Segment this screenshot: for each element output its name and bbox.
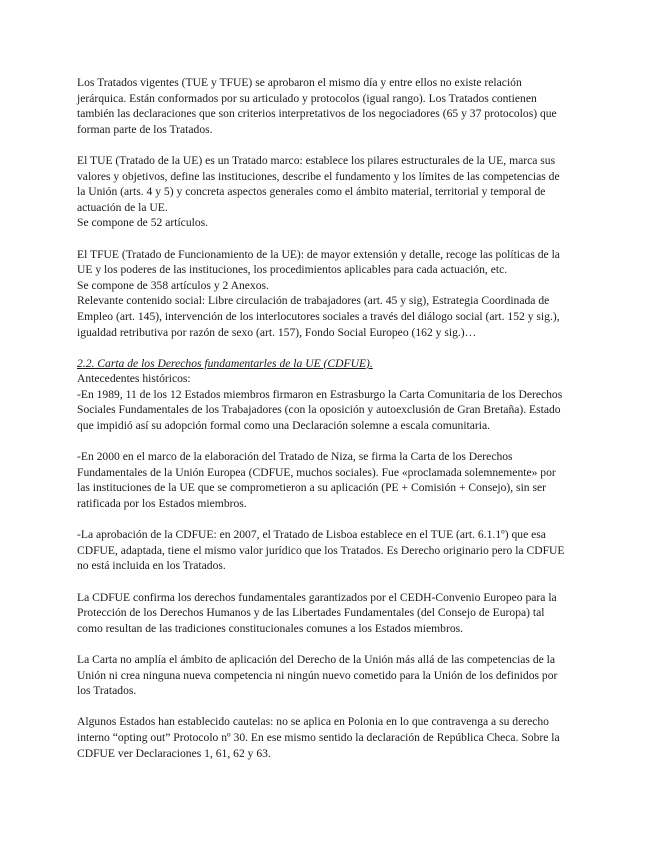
paragraph-ambito-carta xyxy=(77,652,577,699)
text-line: Unión ni crea ninguna nueva competencia ni ningún nuevo cometido para la Unión de los definidos por xyxy=(77,668,558,682)
document-body xyxy=(77,75,577,761)
paragraph-tfue xyxy=(77,247,577,341)
text-line: -En 1989, 11 de los 12 Estados miembros firmaron en Estrasburgo la Carta Comunitaria de los Derechos xyxy=(77,387,563,401)
text-line: Antecedentes históricos: xyxy=(77,372,191,386)
text-line: CDFUE, adaptada, tiene el mismo valor jurídico que los Tratados. Es Derecho originario pero la CDFUE xyxy=(77,543,565,557)
section-cdfue xyxy=(77,356,577,434)
text-line: la Unión (arts. 4 y 5) y concreta aspectos generales como el ámbito material, territorial y temporal de xyxy=(77,185,546,199)
paragraph-aprobacion-cdfue xyxy=(77,527,577,574)
text-line: CDFUE ver Declaraciones 1, 61, 62 y 63. xyxy=(77,746,271,760)
text-line: -La aprobación de la CDFUE: en 2007, el Tratado de Lisboa establece en el TUE (art. 6.1.1º) que esa xyxy=(77,528,546,542)
text-line: Fundamentales de la Unión Europea (CDFUE, muchos sociales). Fue «proclamada solemnemente» por xyxy=(77,465,556,479)
text-line: Relevante contenido social: Libre circulación de trabajadores (art. 45 y sig), Estrategia Coordinada de xyxy=(77,294,550,308)
text-line: La Carta no amplía el ámbito de aplicación del Derecho de la Unión más allá de las competencias de la xyxy=(77,652,556,666)
text-line: valores y objetivos, define las instituciones, describe el fundamento y los límites de las competencias de xyxy=(77,169,560,183)
text-line: no está incluida en los Tratados. xyxy=(77,559,226,573)
text-line: UE y los poderes de las instituciones, los procedimientos aplicables para cada actuación, etc. xyxy=(77,263,508,277)
text-line: Los Tratados vigentes (TUE y TFUE) se aprobaron el mismo día y entre ellos no existe relación xyxy=(77,76,522,89)
section-heading: 2.2. Carta de los Derechos fundamentarles de la UE (CDFUE). xyxy=(77,356,373,370)
text-line: como resultan de las tradiciones constitucionales comunes a los Estados miembros. xyxy=(77,621,464,635)
text-line: El TUE (Tratado de la UE) es un Tratado marco: establece los pilares estructurales de la UE, marca sus xyxy=(77,153,556,167)
text-line: jerárquica. Están conformados por su articulado y protocolos (igual rango). Los Tratados contienen xyxy=(77,91,537,105)
text-line: ratificada por los Estados miembros. xyxy=(77,497,247,511)
text-line: La CDFUE confirma los derechos fundamentales garantizados por el CEDH-Convenio Europeo para la xyxy=(77,590,557,604)
text-line: forman parte de los Tratados. xyxy=(77,122,213,136)
text-line: igualdad retributiva por razón de sexo (art. 157), Fondo Social Europeo (162 y sig.)… xyxy=(77,325,477,339)
paragraph-cautelas xyxy=(77,714,577,761)
text-line: las instituciones de la UE que se comprometieron a su aplicación (PE + Comisión + Consejo), sin ser xyxy=(77,481,547,495)
paragraph-cedh xyxy=(77,590,577,637)
text-line: Algunos Estados han establecido cautelas: no se aplica en Polonia en lo que contravenga a su derecho xyxy=(77,715,549,729)
text-line: interno “opting out” Protocolo nº 30. En ese mismo sentido la declaración de República Checa. Sobre la xyxy=(77,730,560,744)
text-line: Protección de los Derechos Humanos y de las Libertades Fundamentales (del Consejo de Europa) tal xyxy=(77,606,545,620)
text-line: Empleo (art. 145), intervención de los interlocutores sociales a través del diálogo social (art. 152 y sig.), xyxy=(77,309,560,323)
paragraph-2000-niza xyxy=(77,449,577,511)
text-line: -En 2000 en el marco de la elaboración del Tratado de Niza, se firma la Carta de los Derechos xyxy=(77,450,513,464)
text-line: Sociales Fundamentales de los Trabajadores (con la oposición y autoexclusión de Gran Bretaña). Estado xyxy=(77,403,561,417)
paragraph-tue xyxy=(77,153,577,231)
text-line: actuación de la UE. xyxy=(77,200,168,214)
text-line: El TFUE (Tratado de Funcionamiento de la UE): de mayor extensión y detalle, recoge las políticas de la xyxy=(77,247,560,261)
text-line: Se compone de 52 artículos. xyxy=(77,216,209,230)
text-line: que impidió así su adopción formal como una Declaración solemne a escala comunitaria. xyxy=(77,419,491,433)
paragraph-tratados-vigentes xyxy=(77,75,577,137)
text-line: los Tratados. xyxy=(77,684,137,698)
text-line: Se compone de 358 artículos y 2 Anexos. xyxy=(77,278,269,292)
text-line: también las declaraciones que son criterios interpretativos de los negociadores (65 y 37 protocolos) que xyxy=(77,107,557,121)
